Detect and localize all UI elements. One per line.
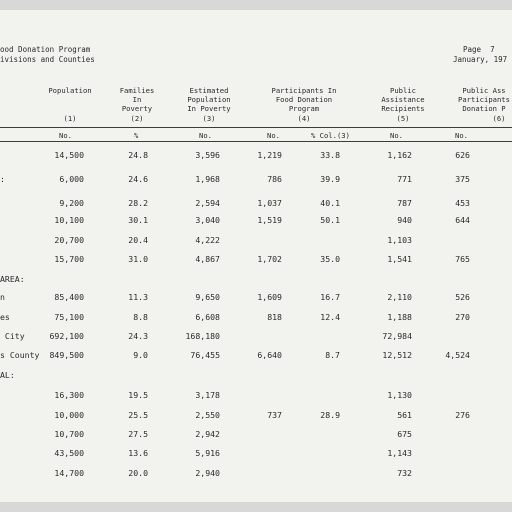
cell-population: 16,300 [54, 390, 84, 400]
cell-participants-pct: 16.7 [320, 292, 340, 302]
row-label: AREA: [0, 274, 25, 284]
col-header-public-assistance: Public Assistance Recipients [381, 86, 425, 113]
cell-population: 10,100 [54, 215, 84, 225]
col-number-6: (6) [492, 114, 506, 123]
cell-families-pct: 20.4 [128, 235, 148, 245]
cell-families-pct: 24.3 [128, 331, 148, 341]
header-right-line1: Page 7 [463, 45, 495, 54]
cell-population: 75,100 [54, 312, 84, 322]
cell-participants: 6,640 [257, 350, 282, 360]
cell-public-assistance: 2,110 [387, 292, 412, 302]
cell-est-poverty: 3,040 [195, 215, 220, 225]
unit-col5: No. [390, 131, 403, 140]
cell-est-poverty: 6,608 [195, 312, 220, 322]
cell-families-pct: 24.6 [128, 174, 148, 184]
cell-est-poverty: 2,594 [195, 198, 220, 208]
header-rule-top [0, 127, 512, 128]
cell-est-poverty: 5,916 [195, 448, 220, 458]
cell-participants: 786 [267, 174, 282, 184]
unit-col3: No. [199, 131, 212, 140]
row-label: n [0, 292, 5, 302]
cell-public-assistance: 675 [397, 429, 412, 439]
row-label: es [0, 312, 10, 322]
cell-families-pct: 25.5 [128, 410, 148, 420]
cell-public-assistance: 12,512 [382, 350, 412, 360]
cell-est-poverty: 9,650 [195, 292, 220, 302]
row-label: : [0, 174, 5, 184]
cell-population: 692,100 [49, 331, 84, 341]
cell-families-pct: 28.2 [128, 198, 148, 208]
cell-pa-participants: 626 [455, 150, 470, 160]
cell-public-assistance: 771 [397, 174, 412, 184]
col-number-1: (1) [63, 114, 77, 123]
cell-population: 85,400 [54, 292, 84, 302]
cell-population: 14,500 [54, 150, 84, 160]
cell-public-assistance: 72,984 [382, 331, 412, 341]
cell-participants-pct: 33.8 [320, 150, 340, 160]
cell-families-pct: 13.6 [128, 448, 148, 458]
cell-est-poverty: 2,550 [195, 410, 220, 420]
col-number-3: (3) [202, 114, 216, 123]
cell-est-poverty: 4,222 [195, 235, 220, 245]
cell-public-assistance: 1,541 [387, 254, 412, 264]
cell-families-pct: 27.5 [128, 429, 148, 439]
cell-participants: 1,037 [257, 198, 282, 208]
cell-population: 15,700 [54, 254, 84, 264]
cell-families-pct: 30.1 [128, 215, 148, 225]
cell-public-assistance: 561 [397, 410, 412, 420]
row-label: s County [0, 350, 40, 360]
cell-participants-pct: 28.9 [320, 410, 340, 420]
header-rule-bottom [0, 141, 512, 142]
cell-population: 43,500 [54, 448, 84, 458]
unit-col1: No. [59, 131, 72, 140]
cell-est-poverty: 3,178 [195, 390, 220, 400]
cell-participants-pct: 12.4 [320, 312, 340, 322]
cell-pa-participants: 375 [455, 174, 470, 184]
cell-families-pct: 9.0 [133, 350, 148, 360]
cell-est-poverty: 4,867 [195, 254, 220, 264]
cell-public-assistance: 1,103 [387, 235, 412, 245]
cell-est-poverty: 1,968 [195, 174, 220, 184]
cell-population: 20,700 [54, 235, 84, 245]
row-label: City [0, 331, 25, 341]
cell-participants: 1,219 [257, 150, 282, 160]
col-header-population: Population [48, 86, 92, 95]
cell-participants: 1,609 [257, 292, 282, 302]
cell-participants: 1,702 [257, 254, 282, 264]
cell-pa-participants: 270 [455, 312, 470, 322]
col-header-families: Families In Poverty [119, 86, 155, 113]
cell-population: 14,700 [54, 468, 84, 478]
cell-population: 6,000 [59, 174, 84, 184]
col-number-5: (5) [396, 114, 410, 123]
row-label: AL: [0, 370, 15, 380]
cell-participants-pct: 8.7 [325, 350, 340, 360]
cell-public-assistance: 1,162 [387, 150, 412, 160]
cell-population: 10,700 [54, 429, 84, 439]
unit-col4: No. [267, 131, 280, 140]
cell-pa-participants: 4,524 [445, 350, 470, 360]
cell-est-poverty: 168,180 [185, 331, 220, 341]
cell-public-assistance: 1,130 [387, 390, 412, 400]
unit-col2: % [134, 131, 139, 140]
cell-participants: 737 [267, 410, 282, 420]
cell-pa-participants: 276 [455, 410, 470, 420]
document-page [0, 10, 512, 502]
cell-participants-pct: 39.9 [320, 174, 340, 184]
cell-participants: 818 [267, 312, 282, 322]
header-left-line1: ood Donation Program [0, 45, 91, 54]
cell-families-pct: 24.8 [128, 150, 148, 160]
col-number-2: (2) [130, 114, 144, 123]
cell-public-assistance: 732 [397, 468, 412, 478]
cell-pa-participants: 765 [455, 254, 470, 264]
col-header-estimated: Estimated Population In Poverty [187, 86, 231, 113]
cell-families-pct: 20.0 [128, 468, 148, 478]
cell-families-pct: 8.8 [133, 312, 148, 322]
cell-population: 10,000 [54, 410, 84, 420]
cell-public-assistance: 787 [397, 198, 412, 208]
cell-participants-pct: 40.1 [320, 198, 340, 208]
cell-public-assistance: 940 [397, 215, 412, 225]
unit-col4-pct: % Col.(3) [311, 131, 350, 140]
cell-participants-pct: 50.1 [320, 215, 340, 225]
cell-pa-participants: 453 [455, 198, 470, 208]
cell-est-poverty: 2,940 [195, 468, 220, 478]
header-right-line2: January, 197 [453, 55, 508, 64]
cell-pa-participants: 526 [455, 292, 470, 302]
cell-public-assistance: 1,143 [387, 448, 412, 458]
cell-est-poverty: 2,942 [195, 429, 220, 439]
cell-population: 9,200 [59, 198, 84, 208]
cell-families-pct: 31.0 [128, 254, 148, 264]
cell-est-poverty: 3,596 [195, 150, 220, 160]
cell-participants: 1,519 [257, 215, 282, 225]
col-header-public-ass-participants: Public Ass Participants Donation P [458, 86, 510, 113]
cell-est-poverty: 76,455 [190, 350, 220, 360]
cell-public-assistance: 1,188 [387, 312, 412, 322]
header-left-line2: ivisions and Counties [0, 55, 95, 64]
cell-population: 849,500 [49, 350, 84, 360]
cell-participants-pct: 35.0 [320, 254, 340, 264]
cell-pa-participants: 644 [455, 215, 470, 225]
cell-families-pct: 19.5 [128, 390, 148, 400]
col-header-participants: Participants In Food Donation Program [271, 86, 337, 113]
unit-col6: No. [455, 131, 468, 140]
col-number-4: (4) [297, 114, 311, 123]
cell-families-pct: 11.3 [128, 292, 148, 302]
